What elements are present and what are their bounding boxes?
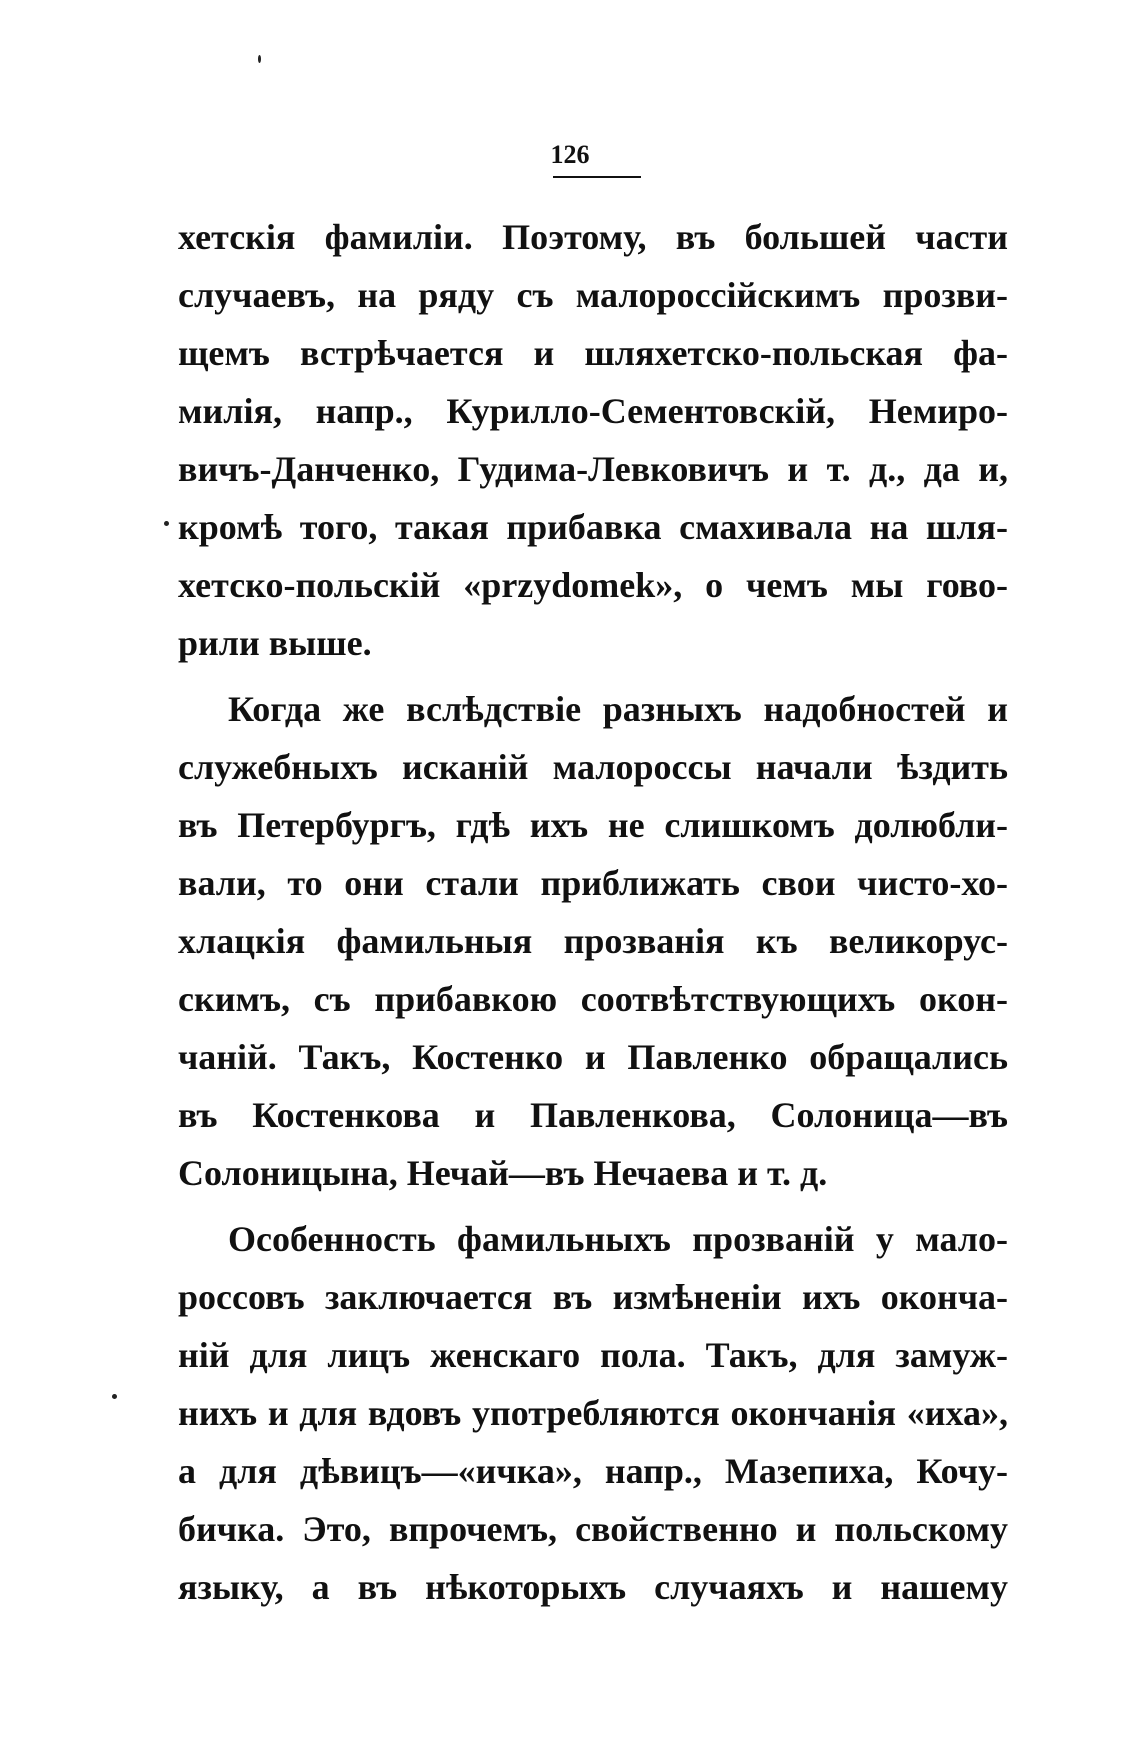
text-line: служебныхъ исканій малороссы начали ѣздить — [178, 747, 1008, 787]
text-line: Солоницына, Нечай—въ Нечаева и т. д. — [178, 1153, 828, 1193]
text-line: въ Петербургъ, гдѣ ихъ не слишкомъ долюбли- — [178, 805, 1008, 845]
text-line: случаевъ, на ряду съ малороссійскимъ прозви- — [178, 275, 1008, 315]
text-line: Когда же вслѣдствіе разныхъ надобностей и — [228, 689, 1008, 729]
page-number: 126 — [550, 140, 590, 169]
text-line: хлацкія фамильныя прозванія къ великорус- — [178, 921, 1008, 961]
scan-speck — [258, 55, 261, 63]
scan-speck — [164, 521, 169, 526]
paragraph-2 — [178, 680, 1008, 1202]
paragraph-1 — [178, 208, 1008, 672]
text-line: рили выше. — [178, 623, 372, 663]
text-line: Особенность фамильныхъ прозваній у мало- — [228, 1219, 1008, 1259]
header-rule — [553, 176, 641, 178]
text-line: вали, то они стали приближать свои чисто-хо- — [178, 863, 1008, 903]
paragraph-3 — [178, 1210, 1008, 1616]
text-line: вичъ-Данченко, Гудима-Левковичъ и т. д., да и, — [178, 449, 1008, 489]
text-line: бичка. Это, впрочемъ, свойственно и польскому — [178, 1509, 1008, 1549]
scan-speck — [112, 1394, 117, 1399]
text-line: въ Костенкова и Павленкова, Солоница—въ — [178, 1095, 1008, 1135]
text-line: хетско-польскій «przydomek», о чемъ мы гово- — [178, 565, 1008, 605]
text-line: чаній. Такъ, Костенко и Павленко обращались — [178, 1037, 1008, 1077]
text-line: а для дѣвицъ—«ичка», напр., Мазепиха, Кочу- — [178, 1451, 1008, 1491]
text-line: щемъ встрѣчается и шляхетско-польская фа- — [178, 333, 1008, 373]
text-line: нихъ и для вдовъ употребляются окончанія «иха», — [178, 1393, 1008, 1433]
text-line: россовъ заключается въ измѣненіи ихъ оконча- — [178, 1277, 1008, 1317]
text-line: ній для лицъ женскаго пола. Такъ, для замуж- — [178, 1335, 1008, 1375]
text-line: хетскія фамиліи. Поэтому, въ большей части — [178, 217, 1008, 257]
body-text — [178, 208, 1008, 1616]
text-line: кромѣ того, такая прибавка смахивала на шля- — [178, 507, 1008, 547]
text-line: милія, напр., Курилло-Сементовскій, Немиро- — [178, 391, 1008, 431]
text-line: скимъ, съ прибавкою соотвѣтствующихъ окон- — [178, 979, 1008, 1019]
text-line: языку, а въ нѣкоторыхъ случаяхъ и нашему — [178, 1567, 1008, 1607]
